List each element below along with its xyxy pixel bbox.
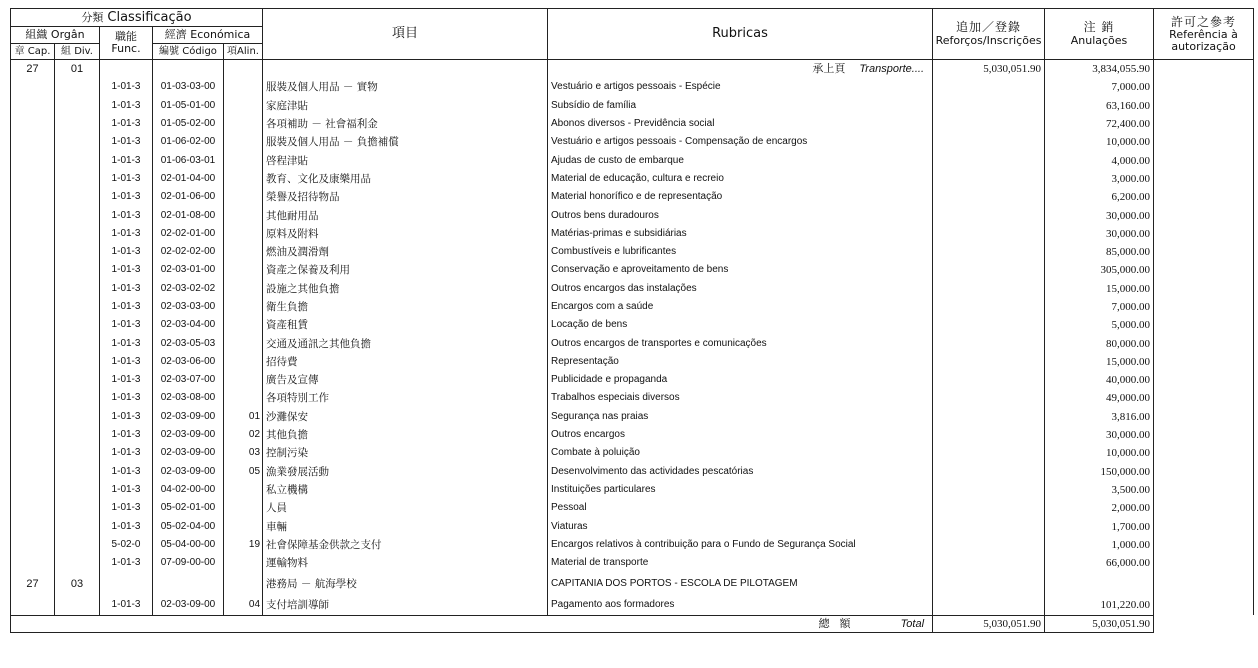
code-cell: 02-03-09-00 (153, 426, 224, 444)
item-zh-cell: 沙灘保安 (263, 408, 548, 426)
table-row (11, 115, 1254, 133)
items-zh-header: 項目 (263, 9, 548, 60)
alin-cell (224, 151, 263, 169)
alin-cell: 02 (224, 426, 263, 444)
rubrica-cell: Matérias-primas e subsidiárias (548, 225, 933, 243)
func-cell: 5-02-0 (100, 536, 153, 554)
alin-cell (224, 243, 263, 261)
alin-cell (224, 481, 263, 499)
alin-cell (224, 499, 263, 517)
func-cell: 1-01-3 (100, 133, 153, 151)
table-row (11, 334, 1254, 352)
cap-header: 章 Cap. (11, 44, 55, 60)
carry-anulacoes: 3,834,055.90 (1045, 60, 1154, 79)
item-zh-cell: 車輛 (263, 517, 548, 535)
total-label: 總額 Total (11, 615, 933, 632)
classification-header: 分類 Classificação (11, 9, 263, 27)
rubrica-cell: Outros encargos de transportes e comunicações (548, 334, 933, 352)
func-cell: 1-01-3 (100, 353, 153, 371)
budget-page (10, 8, 1253, 658)
func-cell: 1-01-3 (100, 78, 153, 96)
alin-cell: 05 (224, 463, 263, 481)
item-zh-cell: 原料及附料 (263, 225, 548, 243)
table-row (11, 353, 1254, 371)
table-row (11, 243, 1254, 261)
reforcos-header: 追加／登錄 Reforços/Inscrições (933, 9, 1045, 60)
alin-cell (224, 554, 263, 572)
alin-cell: 19 (224, 536, 263, 554)
item-zh-cell: 運輸物料 (263, 554, 548, 572)
code-cell: 01-05-02-00 (153, 115, 224, 133)
func-cell: 1-01-3 (100, 554, 153, 572)
code-cell: 05-02-01-00 (153, 499, 224, 517)
rubrica-cell: Combate à poluição (548, 444, 933, 462)
rubrica-cell: Vestuário e artigos pessoais - Compensação de encargos (548, 133, 933, 151)
code-cell: 02-03-03-00 (153, 298, 224, 316)
rubrica-cell: Desenvolvimento das actividades pescatórias (548, 463, 933, 481)
anulacao-cell: 15,000.00 (1045, 353, 1154, 371)
func-cell: 1-01-3 (100, 243, 153, 261)
alin-cell (224, 280, 263, 298)
anulacao-cell: 40,000.00 (1045, 371, 1154, 389)
alin-cell (224, 188, 263, 206)
func-cell: 1-01-3 (100, 389, 153, 407)
rubrica-cell: Viaturas (548, 517, 933, 535)
item-zh-cell: 衛生負擔 (263, 298, 548, 316)
table-row (11, 225, 1254, 243)
table-row (11, 408, 1254, 426)
item-zh-cell: 交通及通訊之其他負擔 (263, 334, 548, 352)
rubrica-cell: Material de educação, cultura e recreio (548, 170, 933, 188)
anulacao-cell: 1,000.00 (1045, 536, 1154, 554)
item-zh-cell: 各項補助 － 社會福利金 (263, 115, 548, 133)
rubrica-cell: Segurança nas praias (548, 408, 933, 426)
total-anulacoes: 5,030,051.90 (1045, 615, 1154, 632)
code-cell: 05-04-00-00 (153, 536, 224, 554)
section-title-pt: CAPITANIA DOS PORTOS - ESCOLA DE PILOTAGEM (548, 572, 933, 596)
func-cell: 1-01-3 (100, 316, 153, 334)
code-cell: 02-02-02-00 (153, 243, 224, 261)
table-row (11, 463, 1254, 481)
item-zh-cell: 其他耐用品 (263, 206, 548, 224)
rubrica-cell: Vestuário e artigos pessoais - Espécie (548, 78, 933, 96)
table-row (11, 371, 1254, 389)
carry-reforcos: 5,030,051.90 (933, 60, 1045, 79)
rubrica-cell: Publicidade e propaganda (548, 371, 933, 389)
item-zh-cell: 支付培訓導師 (263, 596, 548, 615)
func-cell: 1-01-3 (100, 115, 153, 133)
item-zh-cell: 服裝及個人用品 － 負擔補償 (263, 133, 548, 151)
code-cell: 07-09-00-00 (153, 554, 224, 572)
table-row (11, 499, 1254, 517)
code-cell: 02-03-08-00 (153, 389, 224, 407)
organica-header: 組織 Orgân (11, 27, 100, 44)
code-cell: 01-03-03-00 (153, 78, 224, 96)
func-cell: 1-01-3 (100, 426, 153, 444)
item-zh-cell: 教育、文化及康樂用品 (263, 170, 548, 188)
table-row (11, 596, 1254, 615)
cap-cell: 27 (11, 60, 55, 79)
item-zh-cell: 家庭津貼 (263, 97, 548, 115)
rubrica-cell: Locação de bens (548, 316, 933, 334)
code-cell: 02-03-04-00 (153, 316, 224, 334)
table-row (11, 78, 1254, 96)
anulacao-cell: 101,220.00 (1045, 596, 1154, 615)
rubrica-cell: Pessoal (548, 499, 933, 517)
rubrica-cell: Material de transporte (548, 554, 933, 572)
alin-cell (224, 389, 263, 407)
anulacao-cell: 30,000.00 (1045, 225, 1154, 243)
div-cell: 01 (55, 60, 100, 79)
item-zh-cell: 資產之保養及利用 (263, 261, 548, 279)
table-row (11, 170, 1254, 188)
alin-cell (224, 133, 263, 151)
func-cell: 1-01-3 (100, 596, 153, 615)
rubrica-cell: Outros encargos (548, 426, 933, 444)
code-cell: 02-01-06-00 (153, 188, 224, 206)
rubrica-cell: Pagamento aos formadores (548, 596, 933, 615)
func-cell: 1-01-3 (100, 408, 153, 426)
rubrica-cell: Abonos diversos - Previdência social (548, 115, 933, 133)
item-zh-cell: 設施之其他負擔 (263, 280, 548, 298)
table-row (11, 536, 1254, 554)
item-zh-cell: 各項特別工作 (263, 389, 548, 407)
anulacao-cell: 49,000.00 (1045, 389, 1154, 407)
section-header-row (11, 572, 1254, 596)
alin-header: 項Alin. (224, 44, 263, 60)
anulacao-cell: 1,700.00 (1045, 517, 1154, 535)
code-cell: 02-03-06-00 (153, 353, 224, 371)
func-cell: 1-01-3 (100, 444, 153, 462)
anulacao-cell: 4,000.00 (1045, 151, 1154, 169)
func-cell: 1-01-3 (100, 463, 153, 481)
func-cell: 1-01-3 (100, 280, 153, 298)
table-row (11, 426, 1254, 444)
anulacao-cell: 305,000.00 (1045, 261, 1154, 279)
alin-cell (224, 298, 263, 316)
code-cell: 01-06-02-00 (153, 133, 224, 151)
table-header (11, 9, 1254, 60)
anulacao-cell: 3,500.00 (1045, 481, 1154, 499)
func-cell: 1-01-3 (100, 151, 153, 169)
item-zh-cell: 招待費 (263, 353, 548, 371)
item-zh-cell: 燃油及潤滑劑 (263, 243, 548, 261)
code-cell: 02-03-09-00 (153, 463, 224, 481)
func-cell: 1-01-3 (100, 334, 153, 352)
anulacao-cell: 15,000.00 (1045, 280, 1154, 298)
func-cell: 1-01-3 (100, 298, 153, 316)
code-cell: 02-01-08-00 (153, 206, 224, 224)
item-zh-cell: 人員 (263, 499, 548, 517)
func-cell: 1-01-3 (100, 517, 153, 535)
rubrica-cell: Combustíveis e lubrificantes (548, 243, 933, 261)
anulacao-cell: 5,000.00 (1045, 316, 1154, 334)
item-zh-cell: 私立機構 (263, 481, 548, 499)
item-zh-cell: 廣告及宣傳 (263, 371, 548, 389)
anulacoes-header: 注 銷 Anulações (1045, 9, 1154, 60)
item-zh-cell: 社會保障基金供款之支付 (263, 536, 548, 554)
anulacao-cell: 7,000.00 (1045, 78, 1154, 96)
item-zh-cell: 控制污染 (263, 444, 548, 462)
table-row (11, 188, 1254, 206)
rubrica-cell: Material honorífico e de representação (548, 188, 933, 206)
item-zh-cell: 啓程津貼 (263, 151, 548, 169)
table-row (11, 133, 1254, 151)
func-cell: 1-01-3 (100, 206, 153, 224)
alin-cell (224, 517, 263, 535)
anulacao-cell: 10,000.00 (1045, 133, 1154, 151)
table-row (11, 316, 1254, 334)
code-cell: 02-03-01-00 (153, 261, 224, 279)
code-cell: 02-03-05-03 (153, 334, 224, 352)
budget-table (10, 8, 1254, 633)
code-cell: 02-03-09-00 (153, 408, 224, 426)
alin-cell (224, 97, 263, 115)
rubrica-cell: Subsídio de família (548, 97, 933, 115)
anulacao-cell: 30,000.00 (1045, 426, 1154, 444)
carry-label: 承上頁 Transporte.... (548, 60, 933, 79)
func-cell: 1-01-3 (100, 499, 153, 517)
div-header: 組 Div. (55, 44, 100, 60)
alin-cell (224, 261, 263, 279)
anulacao-cell: 80,000.00 (1045, 334, 1154, 352)
table-row (11, 389, 1254, 407)
anulacao-cell: 30,000.00 (1045, 206, 1154, 224)
anulacao-cell: 3,816.00 (1045, 408, 1154, 426)
anulacao-cell: 3,000.00 (1045, 170, 1154, 188)
table-row (11, 444, 1254, 462)
anulacao-cell: 6,200.00 (1045, 188, 1154, 206)
alin-cell: 04 (224, 596, 263, 615)
code-cell: 02-02-01-00 (153, 225, 224, 243)
rubrica-cell: Outros bens duradouros (548, 206, 933, 224)
item-zh-cell: 榮譽及招待物品 (263, 188, 548, 206)
code-cell: 02-03-09-00 (153, 444, 224, 462)
alin-cell (224, 334, 263, 352)
code-cell: 01-06-03-01 (153, 151, 224, 169)
alin-cell (224, 371, 263, 389)
func-cell: 1-01-3 (100, 261, 153, 279)
rubrica-cell: Encargos relativos à contribuição para o Fundo de Segurança Social (548, 536, 933, 554)
anulacao-cell: 10,000.00 (1045, 444, 1154, 462)
table-row (11, 97, 1254, 115)
table-row (11, 151, 1254, 169)
table-row (11, 481, 1254, 499)
code-cell: 02-03-07-00 (153, 371, 224, 389)
section-title-zh: 港務局 － 航海學校 (263, 572, 548, 596)
anulacao-cell: 85,000.00 (1045, 243, 1154, 261)
code-cell: 02-01-04-00 (153, 170, 224, 188)
func-cell: 1-01-3 (100, 225, 153, 243)
rubrica-cell: Conservação e aproveitamento de bens (548, 261, 933, 279)
code-cell: 01-05-01-00 (153, 97, 224, 115)
alin-cell: 03 (224, 444, 263, 462)
alin-cell (224, 316, 263, 334)
func-cell: 1-01-3 (100, 481, 153, 499)
cap-cell: 27 (11, 572, 55, 596)
codigo-header: 編號 Código (153, 44, 224, 60)
alin-cell: 01 (224, 408, 263, 426)
anulacao-cell: 2,000.00 (1045, 499, 1154, 517)
anulacao-cell: 66,000.00 (1045, 554, 1154, 572)
rubrica-cell: Representação (548, 353, 933, 371)
rubrica-cell: Encargos com a saúde (548, 298, 933, 316)
total-row (11, 615, 1254, 632)
div-cell: 03 (55, 572, 100, 596)
item-zh-cell: 漁業發展活動 (263, 463, 548, 481)
alin-cell (224, 170, 263, 188)
func-cell: 1-01-3 (100, 371, 153, 389)
func-header: 職能 Func. (100, 27, 153, 60)
rubrica-cell: Trabalhos especiais diversos (548, 389, 933, 407)
table-row (11, 298, 1254, 316)
referencia-header: 許可之參考 Referência à autorização (1154, 9, 1254, 60)
rubricas-header: Rubricas (548, 9, 933, 60)
rubrica-cell: Ajudas de custo de embarque (548, 151, 933, 169)
code-cell: 02-03-02-02 (153, 280, 224, 298)
anulacao-cell: 7,000.00 (1045, 298, 1154, 316)
table-row (11, 517, 1254, 535)
table-row (11, 206, 1254, 224)
alin-cell (224, 353, 263, 371)
func-cell: 1-01-3 (100, 188, 153, 206)
anulacao-cell: 63,160.00 (1045, 97, 1154, 115)
table-row (11, 280, 1254, 298)
anulacao-cell: 150,000.00 (1045, 463, 1154, 481)
item-zh-cell: 服裝及個人用品 － 實物 (263, 78, 548, 96)
table-row (11, 554, 1254, 572)
economica-header: 經濟 Económica (153, 27, 263, 44)
table-row (11, 261, 1254, 279)
rubrica-cell: Outros encargos das instalações (548, 280, 933, 298)
carry-row (11, 60, 1254, 79)
item-zh-cell: 資產租賃 (263, 316, 548, 334)
item-zh-cell: 其他負擔 (263, 426, 548, 444)
alin-cell (224, 206, 263, 224)
func-cell: 1-01-3 (100, 97, 153, 115)
alin-cell (224, 115, 263, 133)
rubrica-cell: Instituições particulares (548, 481, 933, 499)
alin-cell (224, 78, 263, 96)
code-cell: 02-03-09-00 (153, 596, 224, 615)
total-reforcos: 5,030,051.90 (933, 615, 1045, 632)
code-cell: 04-02-00-00 (153, 481, 224, 499)
func-cell: 1-01-3 (100, 170, 153, 188)
alin-cell (224, 225, 263, 243)
table-body (11, 60, 1254, 573)
code-cell: 05-02-04-00 (153, 517, 224, 535)
anulacao-cell: 72,400.00 (1045, 115, 1154, 133)
section-2 (11, 572, 1254, 632)
